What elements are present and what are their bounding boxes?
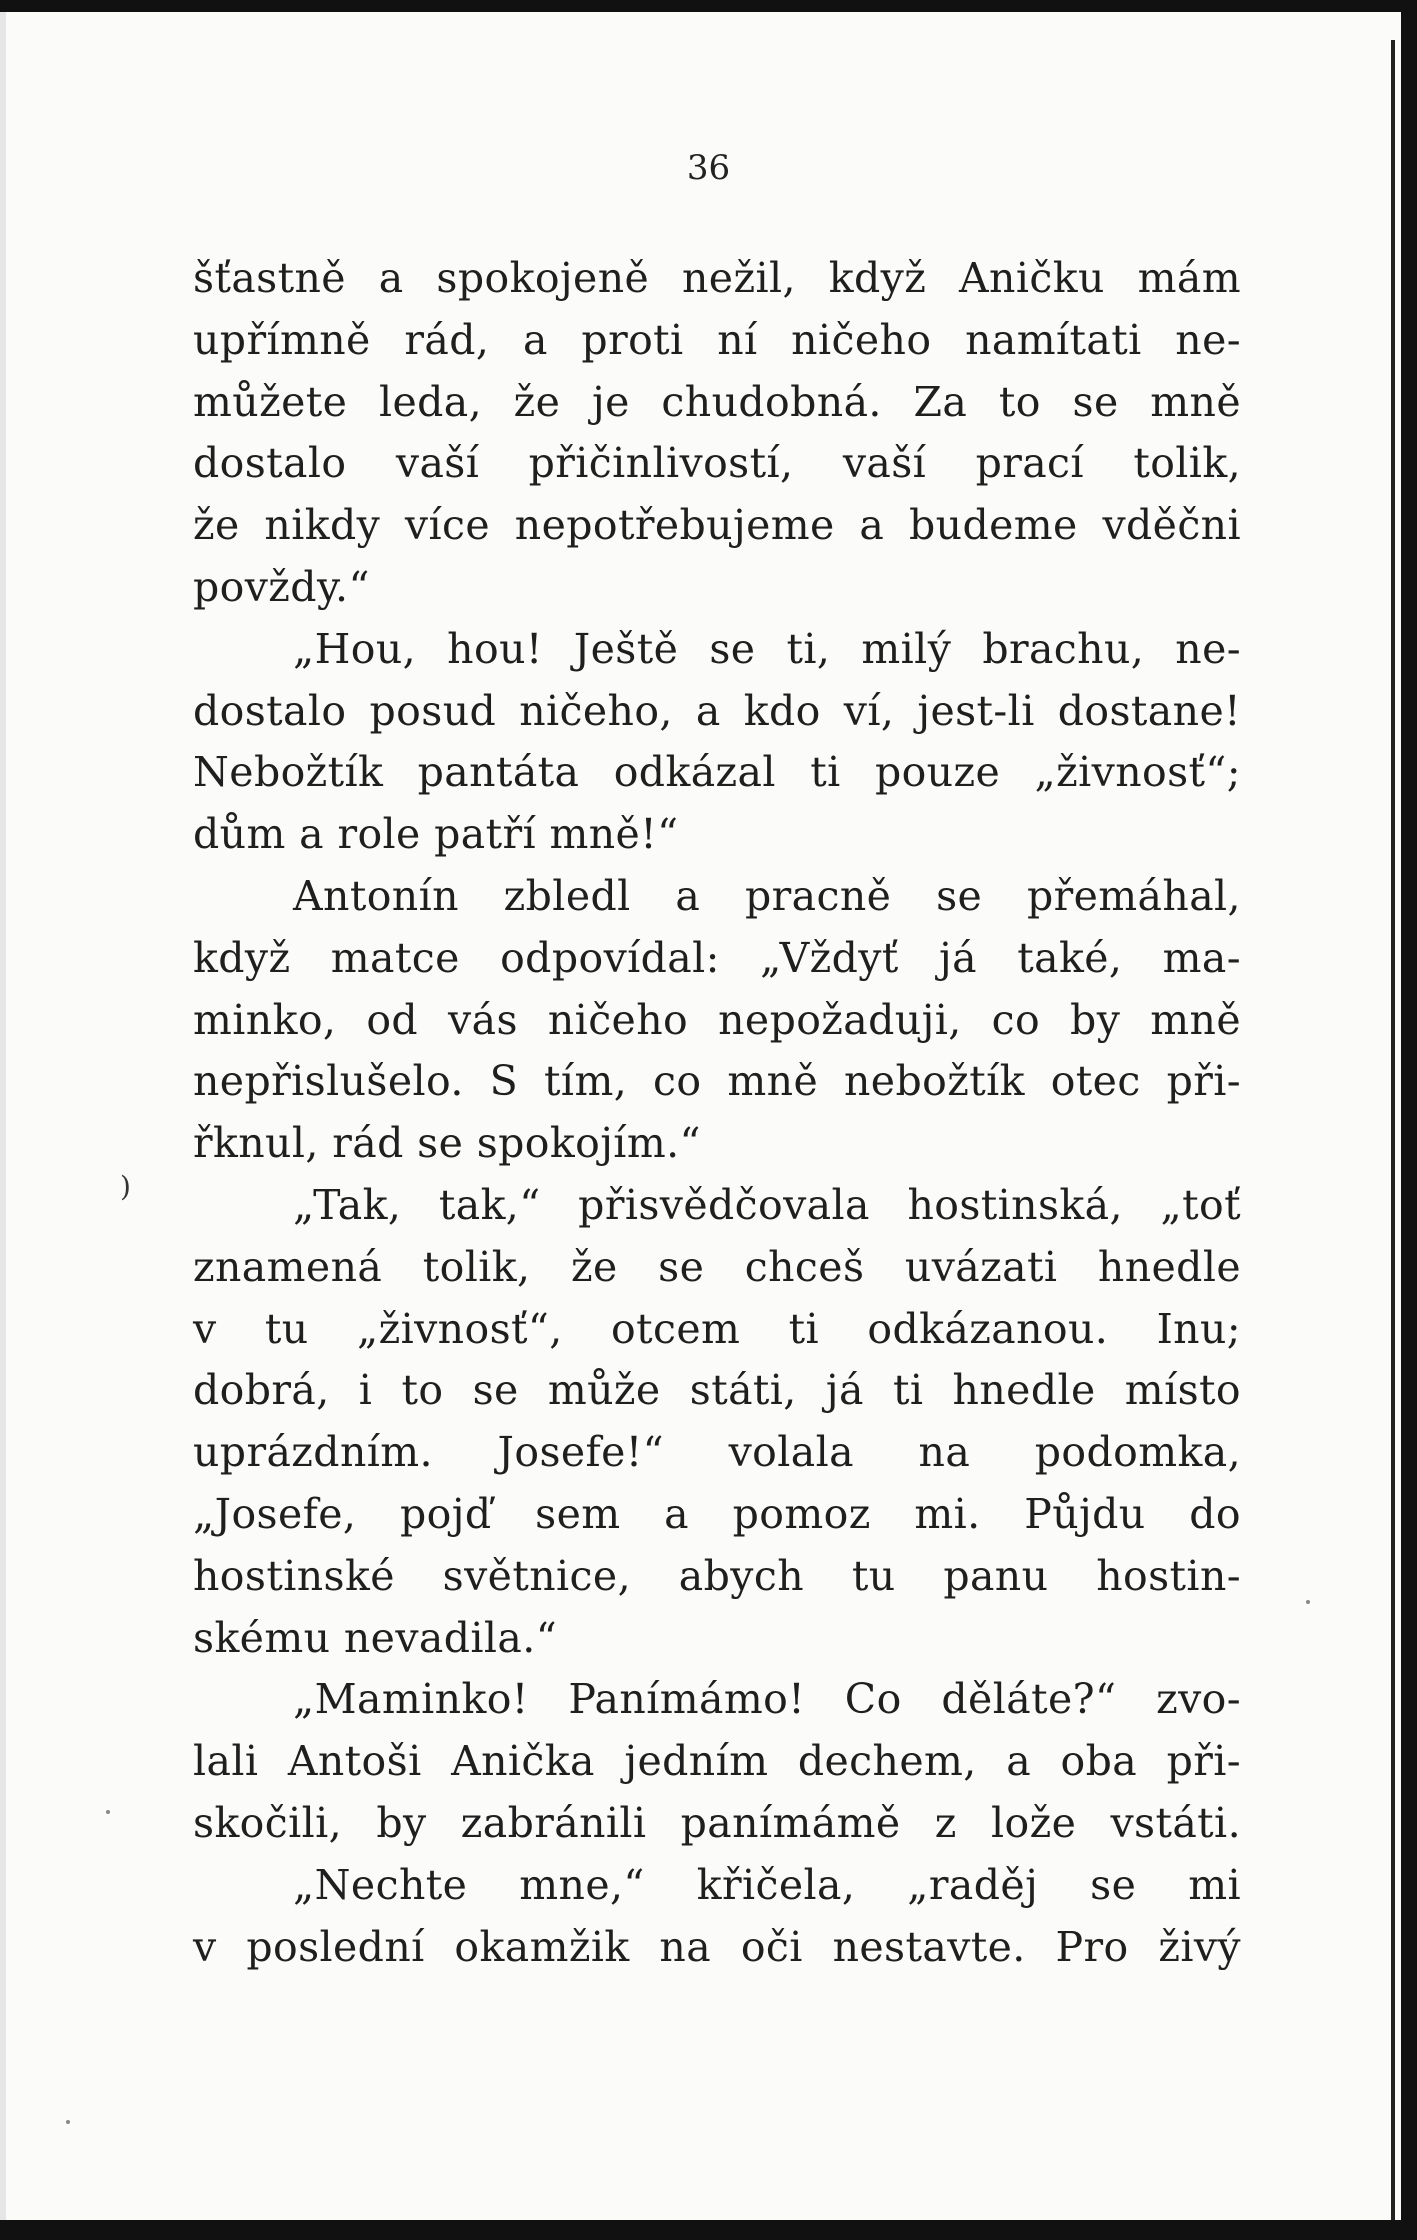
text-line: v tu „živnosť“, otcem ti odkázanou. Inu;	[193, 1304, 1241, 1353]
scan-top-border	[0, 0, 1417, 12]
text-line: „Hou, hou! Ještě se ti, milý brachu, ne-	[293, 624, 1241, 673]
scan-bottom-border	[0, 2220, 1417, 2240]
text-line: skému nevadila.“	[193, 1613, 558, 1662]
text-line: „Josefe, pojď sem a pomoz mi. Půjdu do	[193, 1489, 1241, 1538]
text-line: dům a role patří mně!“	[193, 810, 679, 859]
text-line: když matce odpovídal: „Vždyť já také, ma-	[193, 933, 1241, 982]
text-line: povždy.“	[193, 562, 370, 611]
text-line: lali Antoši Anička jedním dechem, a oba při-	[193, 1737, 1241, 1786]
margin-mark: )	[120, 1170, 131, 1203]
text-line: v poslední okamžik na oči nestavte. Pro živý	[193, 1922, 1241, 1971]
text-line: řknul, rád se spokojím.“	[193, 1119, 701, 1168]
book-spine-line	[1391, 40, 1395, 2220]
scan-speck	[1306, 1600, 1310, 1604]
text-line: skočili, by zabránili panímámě z lože vstáti.	[193, 1798, 1241, 1847]
text-line: „Tak, tak,“ přisvědčovala hostinská, „toť	[293, 1180, 1241, 1229]
page-left-edge	[0, 0, 6, 2240]
scan-speck	[66, 2120, 70, 2124]
text-line: můžete leda, že je chudobná. Za to se mně	[193, 377, 1241, 426]
text-line: uprázdním. Josefe!“ volala na podomka,	[193, 1428, 1241, 1477]
text-line: minko, od vás ničeho nepožaduji, co by mně	[193, 995, 1241, 1044]
text-line: „Nechte mne,“ křičela, „raděj se mi	[293, 1860, 1241, 1909]
scan-right-border	[1401, 0, 1417, 2240]
text-line: Antonín zbledl a pracně se přemáhal,	[293, 871, 1241, 920]
text-line: dostalo vaší přičinlivostí, vaší prací tolik,	[193, 439, 1241, 488]
text-line: dobrá, i to se může státi, já ti hnedle místo	[193, 1366, 1241, 1415]
text-line: upřímně rád, a proti ní ničeho namítati ne-	[193, 315, 1241, 364]
text-line: že nikdy více nepotřebujeme a budeme vděčni	[193, 501, 1241, 550]
text-line: dostalo posud ničeho, a kdo ví, jest-li dostane!	[193, 686, 1241, 735]
scan-speck	[106, 1810, 110, 1814]
text-line: šťastně a spokojeně nežil, když Aničku mám	[193, 254, 1241, 302]
page-number: 36	[686, 148, 731, 188]
text-line: Nebožtík pantáta odkázal ti pouze „živnosť“;	[193, 748, 1241, 797]
text-line: „Maminko! Panímámo! Co děláte?“ zvo-	[293, 1675, 1241, 1724]
text-line: hostinské světnice, abych tu panu hostin-	[193, 1551, 1241, 1600]
text-line: znamená tolik, že se chceš uvázati hnedle	[193, 1242, 1241, 1291]
body-text	[193, 248, 1241, 1978]
text-line: nepřislušelo. S tím, co mně nebožtík otec při-	[193, 1057, 1241, 1106]
